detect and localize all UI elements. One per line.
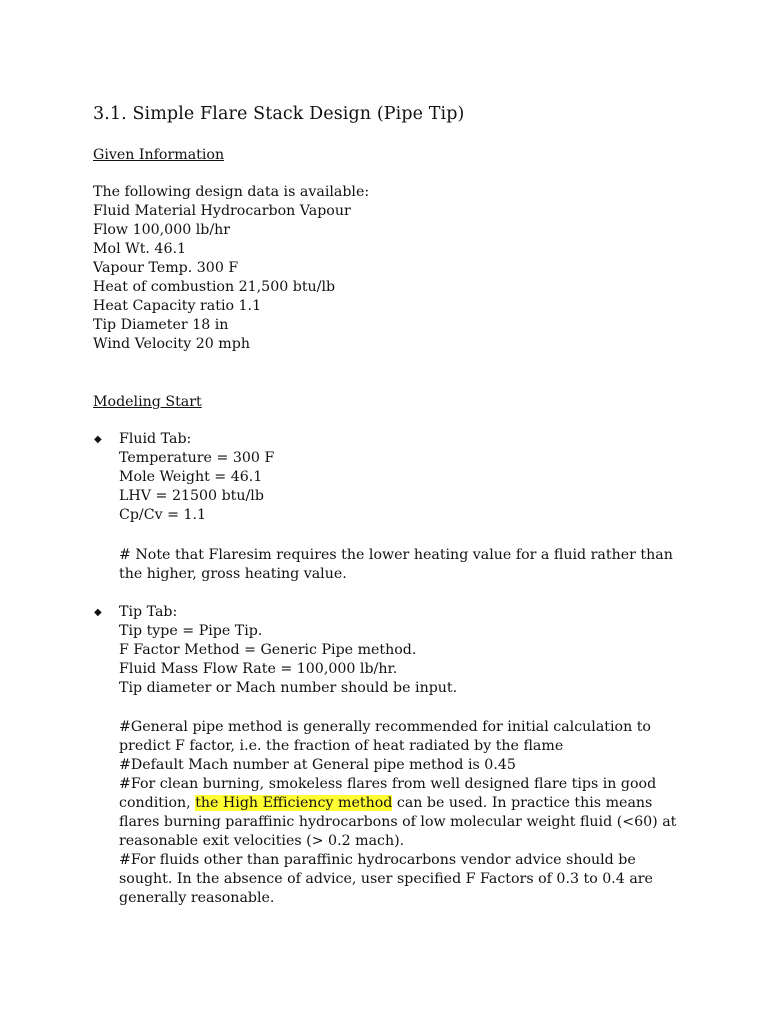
given-item: Fluid Material Hydrocarbon Vapour bbox=[93, 203, 351, 219]
tip-tab-note: #Default Mach number at General pipe method is 0.45 bbox=[119, 757, 516, 773]
section-title: 3.1. Simple Flare Stack Design (Pipe Tip) bbox=[93, 104, 465, 124]
fluid-tab-title: Fluid Tab: bbox=[119, 431, 192, 447]
given-item: Heat of combustion 21,500 btu/lb bbox=[93, 279, 336, 295]
tip-tab-note: #For fluids other than paraffinic hydrocarbons vendor advice should be bbox=[119, 852, 636, 868]
tip-tab-title: Tip Tab: bbox=[119, 604, 178, 620]
given-item: Heat Capacity ratio 1.1 bbox=[93, 298, 262, 314]
fluid-tab-note: the higher, gross heating value. bbox=[119, 566, 347, 582]
fluid-tab-line: Cp/Cv = 1.1 bbox=[119, 507, 207, 523]
fluid-tab-line: Mole Weight = 46.1 bbox=[119, 469, 263, 485]
tip-tab-note: #General pipe method is generally recommended for initial calculation to bbox=[119, 719, 651, 735]
tip-tab-note: predict F factor, i.e. the fraction of heat radiated by the flame bbox=[119, 738, 564, 754]
diamond-bullet-icon: ◆ bbox=[94, 434, 102, 445]
given-item: Tip Diameter 18 in bbox=[93, 317, 229, 333]
given-information-heading: Given Information bbox=[93, 147, 225, 163]
fluid-tab-note: # Note that Flaresim requires the lower heating value for a fluid rather than bbox=[119, 547, 673, 563]
given-item: Flow 100,000 lb/hr bbox=[93, 222, 231, 238]
tip-tab-line: F Factor Method = Generic Pipe method. bbox=[119, 642, 417, 658]
tip-tab-note: generally reasonable. bbox=[119, 890, 275, 906]
tip-tab-note: sought. In the absence of advice, user specified F Factors of 0.3 to 0.4 are bbox=[119, 871, 653, 887]
given-item: Vapour Temp. 300 F bbox=[93, 260, 239, 276]
tip-tab-line: Tip type = Pipe Tip. bbox=[119, 623, 263, 639]
tip-tab-note: #For clean burning, smokeless flares from well designed flare tips in good bbox=[119, 776, 657, 792]
tip-tab-line: Fluid Mass Flow Rate = 100,000 lb/hr. bbox=[119, 661, 398, 677]
tip-tab-note-highlight-line bbox=[119, 794, 652, 813]
note-text: condition, bbox=[119, 795, 196, 811]
given-item: Wind Velocity 20 mph bbox=[93, 336, 250, 352]
tip-tab-line: Tip diameter or Mach number should be input. bbox=[119, 680, 458, 696]
given-item: Mol Wt. 46.1 bbox=[93, 241, 187, 257]
highlighted-text: the High Efficiency method bbox=[195, 795, 393, 811]
fluid-tab-line: LHV = 21500 btu/lb bbox=[119, 488, 264, 504]
tip-tab-note: flares burning paraffinic hydrocarbons of low molecular weight fluid (<60) at bbox=[119, 814, 677, 830]
modeling-start-heading: Modeling Start bbox=[93, 394, 202, 410]
fluid-tab-line: Temperature = 300 F bbox=[119, 450, 275, 466]
diamond-bullet-icon: ◆ bbox=[94, 607, 102, 618]
given-intro: The following design data is available: bbox=[93, 184, 370, 200]
note-text: can be used. In practice this means bbox=[392, 795, 653, 811]
tip-tab-note: reasonable exit velocities (> 0.2 mach). bbox=[119, 833, 405, 849]
